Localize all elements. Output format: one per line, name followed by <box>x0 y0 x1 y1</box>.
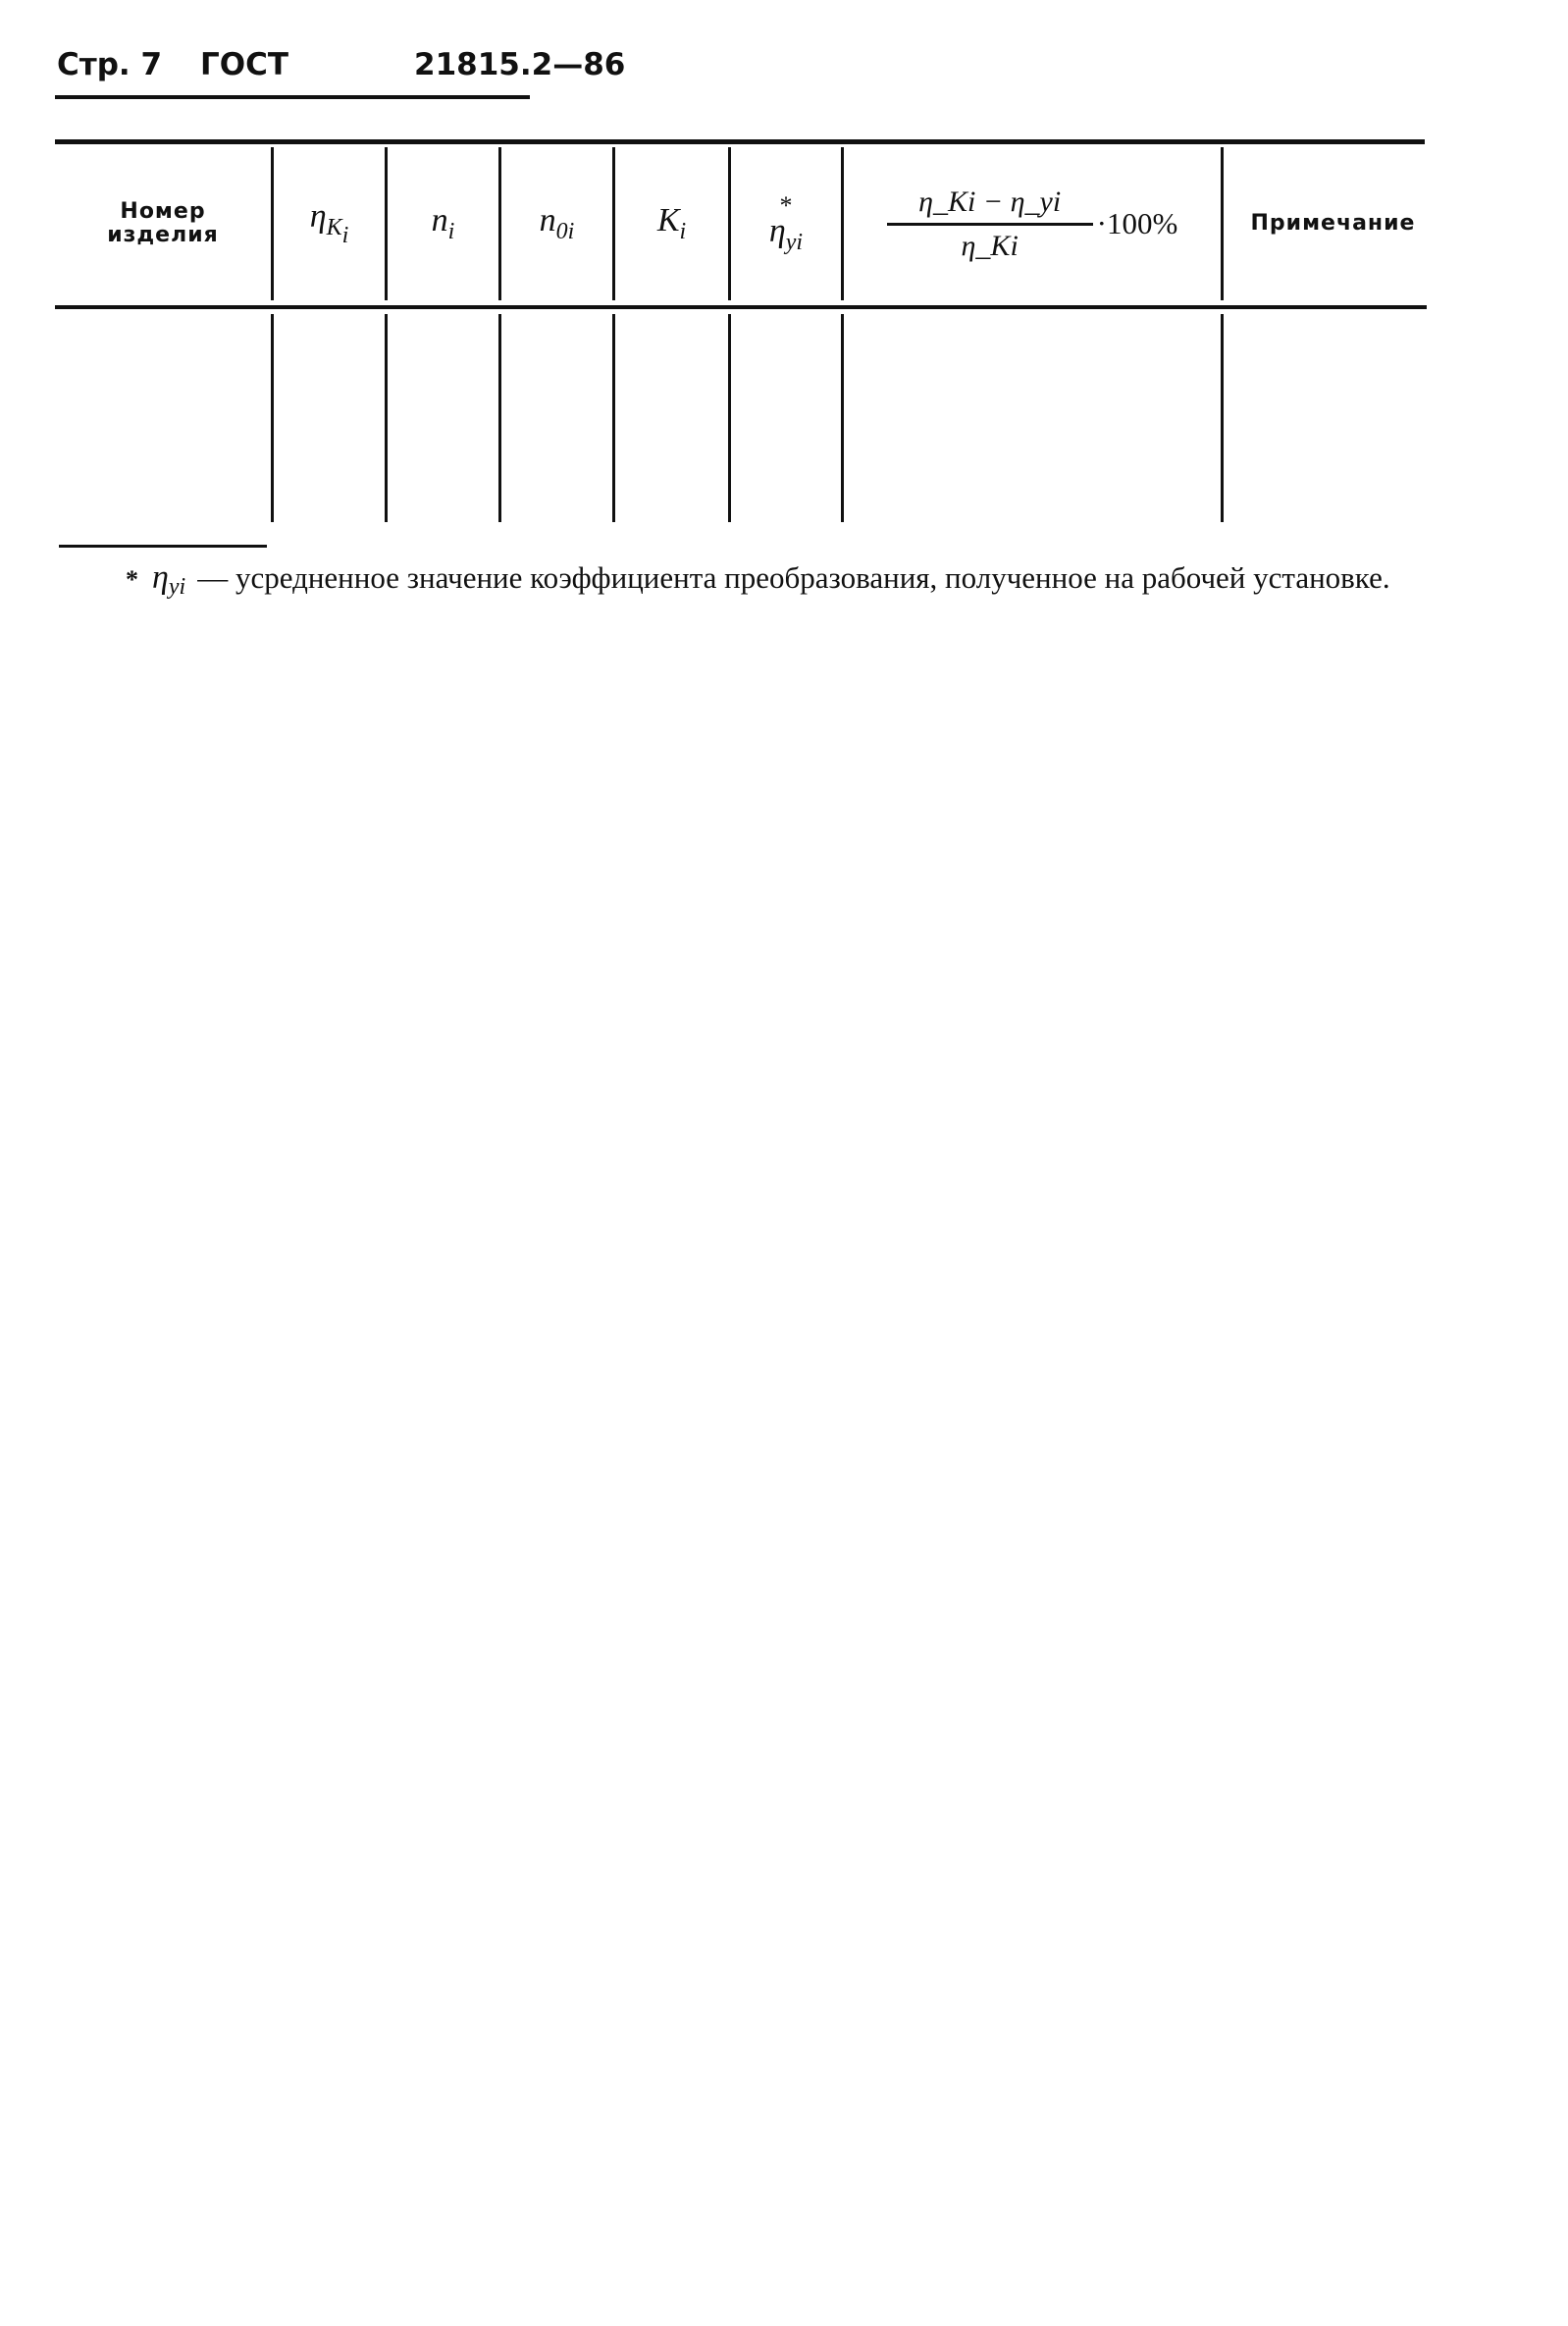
column-divider <box>498 314 501 522</box>
column-header-note: Примечание <box>1250 211 1416 236</box>
column-divider <box>728 314 731 522</box>
formula-fraction <box>887 182 1093 267</box>
footnote-symbol: $\eta_{yi}$ <box>152 559 186 600</box>
formula-numerator: η_Ki − η_yi <box>918 185 1062 218</box>
table-top-rule <box>55 139 1425 144</box>
column-divider <box>1221 314 1224 522</box>
table-header-rule <box>55 305 1427 309</box>
page-header <box>57 43 625 86</box>
column-header-k-i: $K_i$ <box>656 202 687 244</box>
column-header-n-i: $n_i$ <box>431 202 455 244</box>
column-divider <box>385 314 388 522</box>
footnote-rule <box>59 545 267 548</box>
footnote-mark: * <box>126 565 138 594</box>
footnote-text: — усредненное значение коэффициента преобразования, полученное на рабочей установке. <box>197 560 1390 595</box>
column-divider <box>612 314 615 522</box>
column-header-eta-k: $\eta_{K_i}$ <box>309 198 349 248</box>
column-divider <box>271 314 274 522</box>
standard-name: ГОСТ <box>200 47 289 82</box>
standard-number: 21815.2—86 <box>414 47 626 82</box>
column-divider <box>841 314 844 522</box>
column-header-eta-y: * $\eta_{yi}$ <box>768 191 804 255</box>
column-header-n-0i: $n_{0i}$ <box>539 202 575 244</box>
column-header-deviation-formula <box>844 147 1221 300</box>
header-rule <box>55 95 530 99</box>
column-header-item-number: Номер изделия <box>107 199 219 247</box>
formula-multiplier: ·100% <box>1096 206 1178 240</box>
footnote <box>57 555 1436 609</box>
formula-denominator: η_Ki <box>961 229 1019 262</box>
page-number: Стр. 7 <box>57 47 163 82</box>
